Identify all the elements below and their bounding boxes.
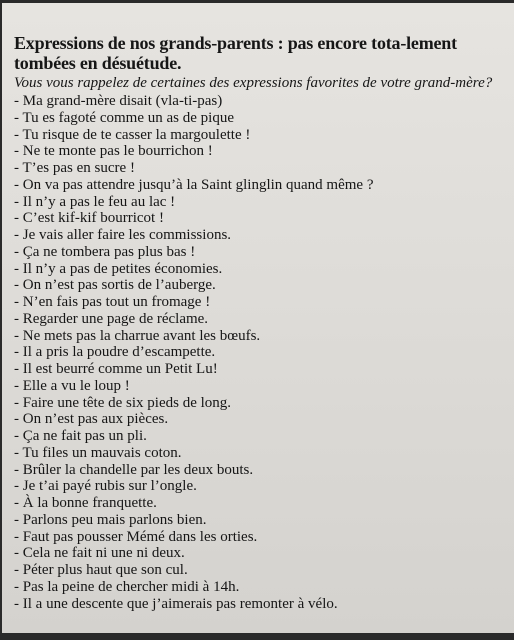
expression-item: - Ne mets pas la charrue avant les bœufs. xyxy=(14,328,504,345)
expression-item: - Tu files un mauvais coton. xyxy=(14,445,504,462)
expression-item: - Péter plus haut que son cul. xyxy=(14,562,504,579)
expression-item: - Regarder une page de réclame. xyxy=(14,311,504,328)
article-subtitle: Vous vous rappelez de certaines des expressions favorites de votre grand-mère? xyxy=(14,75,493,91)
expression-item: - Il est beurré comme un Petit Lu! xyxy=(14,361,504,378)
expression-list xyxy=(14,93,504,612)
expression-item: - Brûler la chandelle par les deux bouts. xyxy=(14,462,504,479)
expression-item: - Faut pas pousser Mémé dans les orties. xyxy=(14,529,504,546)
expression-item: - On n’est pas aux pièces. xyxy=(14,411,504,428)
expression-item: - T’es pas en sucre ! xyxy=(14,160,504,177)
expression-item: - Ça ne fait pas un pli. xyxy=(14,428,504,445)
expression-item: - Faire une tête de six pieds de long. xyxy=(14,395,504,412)
expression-item: - N’en fais pas tout un fromage ! xyxy=(14,294,504,311)
expression-item: - Ma grand-mère disait (vla-ti-pas) xyxy=(14,93,504,110)
article-title: Expressions de nos grands-parents : pas encore tota-lement tombées en désuétude. xyxy=(14,33,457,73)
expression-item: - Ne te monte pas le bourrichon ! xyxy=(14,143,504,160)
expression-item: - On n’est pas sortis de l’auberge. xyxy=(14,277,504,294)
expression-item: - Cela ne fait ni une ni deux. xyxy=(14,545,504,562)
expression-item: - C’est kif-kif bourricot ! xyxy=(14,210,504,227)
expression-item: - Je t’ai payé rubis sur l’ongle. xyxy=(14,478,504,495)
expression-item: - Parlons peu mais parlons bien. xyxy=(14,512,504,529)
expression-item: - Il n’y a pas de petites économies. xyxy=(14,261,504,278)
expression-item: - Il a une descente que j’aimerais pas remonter à vélo. xyxy=(14,596,504,613)
expression-item: - Pas la peine de chercher midi à 14h. xyxy=(14,579,504,596)
expression-item: - Il a pris la poudre d’escampette. xyxy=(14,344,504,361)
expression-item: - Il n’y a pas le feu au lac ! xyxy=(14,194,504,211)
bottom-border xyxy=(2,633,514,640)
expression-item: - Elle a vu le loup ! xyxy=(14,378,504,395)
expression-item: - À la bonne franquette. xyxy=(14,495,504,512)
expression-item: - Ça ne tombera pas plus bas ! xyxy=(14,244,504,261)
expression-item: - Je vais aller faire les commissions. xyxy=(14,227,504,244)
expression-item: - On va pas attendre jusqu’à la Saint glinglin quand même ? xyxy=(14,177,504,194)
expression-item: - Tu es fagoté comme un as de pique xyxy=(14,110,504,127)
expression-item: - Tu risque de te casser la margoulette ! xyxy=(14,127,504,144)
